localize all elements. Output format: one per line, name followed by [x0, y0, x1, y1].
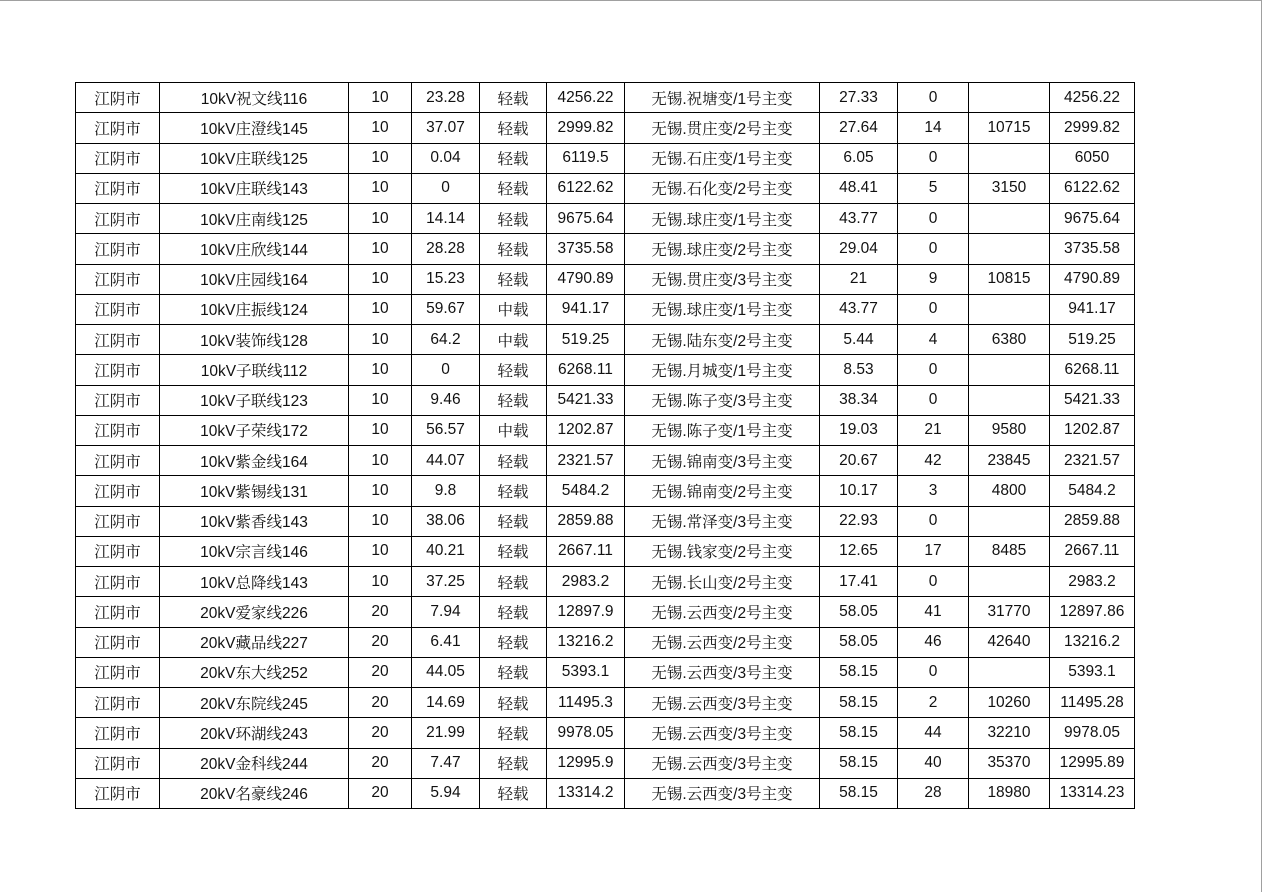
transformer-load-cell: 38.34 — [820, 385, 898, 415]
table-row — [76, 294, 1135, 324]
user-capacity-cell — [969, 567, 1050, 597]
load-status-cell: 轻载 — [480, 264, 547, 294]
user-capacity-cell — [969, 204, 1050, 234]
transformer-load-cell: 27.33 — [820, 83, 898, 113]
transformer-load-cell: 19.03 — [820, 415, 898, 445]
capacity-cell: 13314.2 — [547, 778, 625, 808]
transformer-load-cell: 58.15 — [820, 778, 898, 808]
transformer-load-cell: 58.05 — [820, 597, 898, 627]
count-cell: 0 — [898, 355, 969, 385]
table-row — [76, 718, 1135, 748]
table-row — [76, 778, 1135, 808]
load-status-cell: 轻载 — [480, 446, 547, 476]
count-cell: 46 — [898, 627, 969, 657]
table-row — [76, 143, 1135, 173]
total-cell: 4256.22 — [1050, 83, 1135, 113]
count-cell: 9 — [898, 264, 969, 294]
load-rate-cell: 56.57 — [412, 415, 480, 445]
city-cell: 江阴市 — [76, 325, 160, 355]
load-status-cell: 轻载 — [480, 778, 547, 808]
count-cell: 41 — [898, 597, 969, 627]
transformer-load-cell: 5.44 — [820, 325, 898, 355]
table-row — [76, 506, 1135, 536]
capacity-cell: 6268.11 — [547, 355, 625, 385]
count-cell: 0 — [898, 506, 969, 536]
count-cell: 28 — [898, 778, 969, 808]
line-name-cell: 10kV总降线143 — [160, 567, 349, 597]
load-status-cell: 轻载 — [480, 627, 547, 657]
load-status-cell: 轻载 — [480, 204, 547, 234]
user-capacity-cell: 31770 — [969, 597, 1050, 627]
load-rate-cell: 37.25 — [412, 567, 480, 597]
load-status-cell: 轻载 — [480, 536, 547, 566]
capacity-cell: 1202.87 — [547, 415, 625, 445]
transformer-load-cell: 20.67 — [820, 446, 898, 476]
total-cell: 9978.05 — [1050, 718, 1135, 748]
count-cell: 40 — [898, 748, 969, 778]
count-cell: 21 — [898, 415, 969, 445]
capacity-cell: 2859.88 — [547, 506, 625, 536]
city-cell: 江阴市 — [76, 83, 160, 113]
voltage-cell: 10 — [349, 385, 412, 415]
count-cell: 2 — [898, 688, 969, 718]
capacity-cell: 2983.2 — [547, 567, 625, 597]
user-capacity-cell — [969, 355, 1050, 385]
load-rate-cell: 15.23 — [412, 264, 480, 294]
city-cell: 江阴市 — [76, 688, 160, 718]
capacity-cell: 6119.5 — [547, 143, 625, 173]
line-name-cell: 20kV东大线252 — [160, 657, 349, 687]
load-rate-cell: 9.8 — [412, 476, 480, 506]
user-capacity-cell: 8485 — [969, 536, 1050, 566]
voltage-cell: 10 — [349, 294, 412, 324]
load-status-cell: 轻载 — [480, 597, 547, 627]
count-cell: 0 — [898, 143, 969, 173]
total-cell: 2983.2 — [1050, 567, 1135, 597]
voltage-cell: 10 — [349, 264, 412, 294]
substation-cell: 无锡.祝塘变/1号主变 — [625, 83, 820, 113]
user-capacity-cell: 10715 — [969, 113, 1050, 143]
load-rate-cell: 7.94 — [412, 597, 480, 627]
user-capacity-cell — [969, 234, 1050, 264]
line-name-cell: 10kV子荣线172 — [160, 415, 349, 445]
capacity-cell: 9978.05 — [547, 718, 625, 748]
city-cell: 江阴市 — [76, 567, 160, 597]
load-status-cell: 轻载 — [480, 83, 547, 113]
city-cell: 江阴市 — [76, 385, 160, 415]
total-cell: 5484.2 — [1050, 476, 1135, 506]
substation-cell: 无锡.常泽变/3号主变 — [625, 506, 820, 536]
line-name-cell: 20kV环湖线243 — [160, 718, 349, 748]
load-rate-cell: 7.47 — [412, 748, 480, 778]
table-row — [76, 204, 1135, 234]
load-status-cell: 轻载 — [480, 143, 547, 173]
substation-cell: 无锡.云西变/2号主变 — [625, 597, 820, 627]
table-row — [76, 688, 1135, 718]
substation-cell: 无锡.钱家变/2号主变 — [625, 536, 820, 566]
user-capacity-cell: 35370 — [969, 748, 1050, 778]
user-capacity-cell: 6380 — [969, 325, 1050, 355]
substation-cell: 无锡.陈子变/1号主变 — [625, 415, 820, 445]
load-rate-cell: 9.46 — [412, 385, 480, 415]
capacity-cell: 5484.2 — [547, 476, 625, 506]
line-name-cell: 20kV东院线245 — [160, 688, 349, 718]
load-status-cell: 轻载 — [480, 657, 547, 687]
voltage-cell: 10 — [349, 83, 412, 113]
voltage-cell: 20 — [349, 688, 412, 718]
line-name-cell: 10kV紫金线164 — [160, 446, 349, 476]
substation-cell: 无锡.锦南变/3号主变 — [625, 446, 820, 476]
load-rate-cell: 0 — [412, 173, 480, 203]
count-cell: 0 — [898, 567, 969, 597]
table-row — [76, 627, 1135, 657]
total-cell: 11495.28 — [1050, 688, 1135, 718]
voltage-cell: 20 — [349, 627, 412, 657]
line-name-cell: 20kV爱家线226 — [160, 597, 349, 627]
substation-cell: 无锡.云西变/3号主变 — [625, 778, 820, 808]
user-capacity-cell: 42640 — [969, 627, 1050, 657]
substation-cell: 无锡.陈子变/3号主变 — [625, 385, 820, 415]
total-cell: 941.17 — [1050, 294, 1135, 324]
total-cell: 3735.58 — [1050, 234, 1135, 264]
capacity-cell: 12995.9 — [547, 748, 625, 778]
table-row — [76, 415, 1135, 445]
load-rate-cell: 0.04 — [412, 143, 480, 173]
city-cell: 江阴市 — [76, 173, 160, 203]
substation-cell: 无锡.云西变/3号主变 — [625, 657, 820, 687]
load-rate-cell: 59.67 — [412, 294, 480, 324]
voltage-cell: 10 — [349, 446, 412, 476]
substation-cell: 无锡.球庄变/1号主变 — [625, 204, 820, 234]
load-status-cell: 轻载 — [480, 476, 547, 506]
line-name-cell: 10kV子联线112 — [160, 355, 349, 385]
total-cell: 12995.89 — [1050, 748, 1135, 778]
total-cell: 9675.64 — [1050, 204, 1135, 234]
table-row — [76, 113, 1135, 143]
voltage-cell: 10 — [349, 113, 412, 143]
table-row — [76, 446, 1135, 476]
capacity-cell: 5393.1 — [547, 657, 625, 687]
line-name-cell: 10kV庄澄线145 — [160, 113, 349, 143]
load-rate-cell: 37.07 — [412, 113, 480, 143]
transformer-load-cell: 17.41 — [820, 567, 898, 597]
transformer-load-cell: 43.77 — [820, 294, 898, 324]
user-capacity-cell: 10260 — [969, 688, 1050, 718]
city-cell: 江阴市 — [76, 113, 160, 143]
table-row — [76, 567, 1135, 597]
user-capacity-cell: 18980 — [969, 778, 1050, 808]
load-status-cell: 轻载 — [480, 506, 547, 536]
transformer-load-cell: 58.15 — [820, 748, 898, 778]
line-name-cell: 10kV装饰线128 — [160, 325, 349, 355]
count-cell: 42 — [898, 446, 969, 476]
user-capacity-cell: 32210 — [969, 718, 1050, 748]
transformer-load-cell: 58.15 — [820, 657, 898, 687]
line-name-cell: 20kV藏品线227 — [160, 627, 349, 657]
user-capacity-cell: 10815 — [969, 264, 1050, 294]
count-cell: 14 — [898, 113, 969, 143]
capacity-cell: 519.25 — [547, 325, 625, 355]
transformer-load-cell: 21 — [820, 264, 898, 294]
city-cell: 江阴市 — [76, 506, 160, 536]
user-capacity-cell — [969, 506, 1050, 536]
voltage-cell: 10 — [349, 173, 412, 203]
transformer-load-cell: 29.04 — [820, 234, 898, 264]
capacity-cell: 5421.33 — [547, 385, 625, 415]
city-cell: 江阴市 — [76, 415, 160, 445]
capacity-cell: 4256.22 — [547, 83, 625, 113]
load-status-cell: 轻载 — [480, 567, 547, 597]
load-rate-cell: 6.41 — [412, 627, 480, 657]
count-cell: 0 — [898, 385, 969, 415]
substation-cell: 无锡.云西变/2号主变 — [625, 627, 820, 657]
city-cell: 江阴市 — [76, 657, 160, 687]
substation-cell: 无锡.云西变/3号主变 — [625, 748, 820, 778]
table-row — [76, 536, 1135, 566]
substation-cell: 无锡.球庄变/1号主变 — [625, 294, 820, 324]
load-rate-cell: 21.99 — [412, 718, 480, 748]
line-name-cell: 10kV紫锡线131 — [160, 476, 349, 506]
load-status-cell: 轻载 — [480, 234, 547, 264]
load-status-cell: 轻载 — [480, 385, 547, 415]
total-cell: 4790.89 — [1050, 264, 1135, 294]
total-cell: 519.25 — [1050, 325, 1135, 355]
data-table — [75, 82, 1135, 809]
voltage-cell: 10 — [349, 536, 412, 566]
table-row — [76, 173, 1135, 203]
transformer-load-cell: 6.05 — [820, 143, 898, 173]
substation-cell: 无锡.石庄变/1号主变 — [625, 143, 820, 173]
city-cell: 江阴市 — [76, 204, 160, 234]
total-cell: 6122.62 — [1050, 173, 1135, 203]
table-row — [76, 325, 1135, 355]
table-row — [76, 234, 1135, 264]
user-capacity-cell — [969, 143, 1050, 173]
voltage-cell: 10 — [349, 204, 412, 234]
load-rate-cell: 64.2 — [412, 325, 480, 355]
capacity-cell: 3735.58 — [547, 234, 625, 264]
line-name-cell: 20kV名豪线246 — [160, 778, 349, 808]
user-capacity-cell — [969, 83, 1050, 113]
load-status-cell: 轻载 — [480, 688, 547, 718]
count-cell: 0 — [898, 204, 969, 234]
total-cell: 2999.82 — [1050, 113, 1135, 143]
table-row — [76, 657, 1135, 687]
load-status-cell: 轻载 — [480, 173, 547, 203]
line-name-cell: 10kV子联线123 — [160, 385, 349, 415]
substation-cell: 无锡.云西变/3号主变 — [625, 688, 820, 718]
city-cell: 江阴市 — [76, 143, 160, 173]
city-cell: 江阴市 — [76, 597, 160, 627]
substation-cell: 无锡.贯庄变/2号主变 — [625, 113, 820, 143]
table-row — [76, 748, 1135, 778]
count-cell: 0 — [898, 234, 969, 264]
voltage-cell: 20 — [349, 597, 412, 627]
city-cell: 江阴市 — [76, 476, 160, 506]
substation-cell: 无锡.锦南变/2号主变 — [625, 476, 820, 506]
voltage-cell: 10 — [349, 476, 412, 506]
voltage-cell: 20 — [349, 778, 412, 808]
load-status-cell: 轻载 — [480, 113, 547, 143]
substation-cell: 无锡.石化变/2号主变 — [625, 173, 820, 203]
count-cell: 0 — [898, 83, 969, 113]
voltage-cell: 20 — [349, 748, 412, 778]
voltage-cell: 20 — [349, 657, 412, 687]
user-capacity-cell — [969, 657, 1050, 687]
city-cell: 江阴市 — [76, 748, 160, 778]
capacity-cell: 11495.3 — [547, 688, 625, 718]
total-cell: 5393.1 — [1050, 657, 1135, 687]
city-cell: 江阴市 — [76, 355, 160, 385]
table-row — [76, 476, 1135, 506]
total-cell: 13216.2 — [1050, 627, 1135, 657]
total-cell: 6268.11 — [1050, 355, 1135, 385]
count-cell: 0 — [898, 294, 969, 324]
voltage-cell: 10 — [349, 234, 412, 264]
line-name-cell: 10kV庄园线164 — [160, 264, 349, 294]
city-cell: 江阴市 — [76, 536, 160, 566]
count-cell: 5 — [898, 173, 969, 203]
load-rate-cell: 14.69 — [412, 688, 480, 718]
city-cell: 江阴市 — [76, 294, 160, 324]
load-status-cell: 中载 — [480, 294, 547, 324]
table-row — [76, 355, 1135, 385]
capacity-cell: 4790.89 — [547, 264, 625, 294]
transformer-load-cell: 27.64 — [820, 113, 898, 143]
capacity-cell: 13216.2 — [547, 627, 625, 657]
load-status-cell: 轻载 — [480, 355, 547, 385]
table-row — [76, 83, 1135, 113]
voltage-cell: 10 — [349, 325, 412, 355]
city-cell: 江阴市 — [76, 718, 160, 748]
total-cell: 1202.87 — [1050, 415, 1135, 445]
total-cell: 5421.33 — [1050, 385, 1135, 415]
voltage-cell: 10 — [349, 506, 412, 536]
transformer-load-cell: 22.93 — [820, 506, 898, 536]
substation-cell: 无锡.长山变/2号主变 — [625, 567, 820, 597]
voltage-cell: 10 — [349, 567, 412, 597]
count-cell: 44 — [898, 718, 969, 748]
total-cell: 13314.23 — [1050, 778, 1135, 808]
transformer-load-cell: 8.53 — [820, 355, 898, 385]
total-cell: 2859.88 — [1050, 506, 1135, 536]
total-cell: 6050 — [1050, 143, 1135, 173]
total-cell: 12897.86 — [1050, 597, 1135, 627]
load-status-cell: 轻载 — [480, 718, 547, 748]
line-name-cell: 10kV庄联线125 — [160, 143, 349, 173]
user-capacity-cell: 23845 — [969, 446, 1050, 476]
line-name-cell: 10kV宗言线146 — [160, 536, 349, 566]
user-capacity-cell: 3150 — [969, 173, 1050, 203]
line-name-cell: 10kV祝文线116 — [160, 83, 349, 113]
capacity-cell: 2999.82 — [547, 113, 625, 143]
transformer-load-cell: 10.17 — [820, 476, 898, 506]
capacity-cell: 12897.9 — [547, 597, 625, 627]
line-name-cell: 20kV金科线244 — [160, 748, 349, 778]
capacity-cell: 941.17 — [547, 294, 625, 324]
city-cell: 江阴市 — [76, 234, 160, 264]
line-name-cell: 10kV庄联线143 — [160, 173, 349, 203]
substation-cell: 无锡.贯庄变/3号主变 — [625, 264, 820, 294]
count-cell: 17 — [898, 536, 969, 566]
transformer-load-cell: 58.15 — [820, 688, 898, 718]
load-rate-cell: 38.06 — [412, 506, 480, 536]
voltage-cell: 10 — [349, 143, 412, 173]
substation-cell: 无锡.月城变/1号主变 — [625, 355, 820, 385]
user-capacity-cell — [969, 385, 1050, 415]
total-cell: 2321.57 — [1050, 446, 1135, 476]
transformer-load-cell: 58.15 — [820, 718, 898, 748]
table-row — [76, 385, 1135, 415]
user-capacity-cell: 4800 — [969, 476, 1050, 506]
transformer-load-cell: 12.65 — [820, 536, 898, 566]
substation-cell: 无锡.球庄变/2号主变 — [625, 234, 820, 264]
capacity-cell: 6122.62 — [547, 173, 625, 203]
line-name-cell: 10kV庄南线125 — [160, 204, 349, 234]
capacity-cell: 2321.57 — [547, 446, 625, 476]
user-capacity-cell — [969, 294, 1050, 324]
table-row — [76, 264, 1135, 294]
capacity-cell: 2667.11 — [547, 536, 625, 566]
voltage-cell: 10 — [349, 355, 412, 385]
table-body — [76, 83, 1135, 809]
load-rate-cell: 44.05 — [412, 657, 480, 687]
load-rate-cell: 44.07 — [412, 446, 480, 476]
load-rate-cell: 40.21 — [412, 536, 480, 566]
voltage-cell: 10 — [349, 415, 412, 445]
capacity-cell: 9675.64 — [547, 204, 625, 234]
transformer-load-cell: 48.41 — [820, 173, 898, 203]
table-row — [76, 597, 1135, 627]
transformer-load-cell: 58.05 — [820, 627, 898, 657]
city-cell: 江阴市 — [76, 264, 160, 294]
load-status-cell: 中载 — [480, 325, 547, 355]
load-status-cell: 轻载 — [480, 748, 547, 778]
line-name-cell: 10kV庄欣线144 — [160, 234, 349, 264]
substation-cell: 无锡.云西变/3号主变 — [625, 718, 820, 748]
user-capacity-cell: 9580 — [969, 415, 1050, 445]
load-rate-cell: 14.14 — [412, 204, 480, 234]
count-cell: 3 — [898, 476, 969, 506]
load-rate-cell: 0 — [412, 355, 480, 385]
load-rate-cell: 23.28 — [412, 83, 480, 113]
substation-cell: 无锡.陆东变/2号主变 — [625, 325, 820, 355]
city-cell: 江阴市 — [76, 446, 160, 476]
voltage-cell: 20 — [349, 718, 412, 748]
city-cell: 江阴市 — [76, 627, 160, 657]
line-name-cell: 10kV紫香线143 — [160, 506, 349, 536]
load-rate-cell: 28.28 — [412, 234, 480, 264]
city-cell: 江阴市 — [76, 778, 160, 808]
load-rate-cell: 5.94 — [412, 778, 480, 808]
count-cell: 4 — [898, 325, 969, 355]
transformer-load-cell: 43.77 — [820, 204, 898, 234]
total-cell: 2667.11 — [1050, 536, 1135, 566]
count-cell: 0 — [898, 657, 969, 687]
load-status-cell: 中载 — [480, 415, 547, 445]
line-name-cell: 10kV庄振线124 — [160, 294, 349, 324]
